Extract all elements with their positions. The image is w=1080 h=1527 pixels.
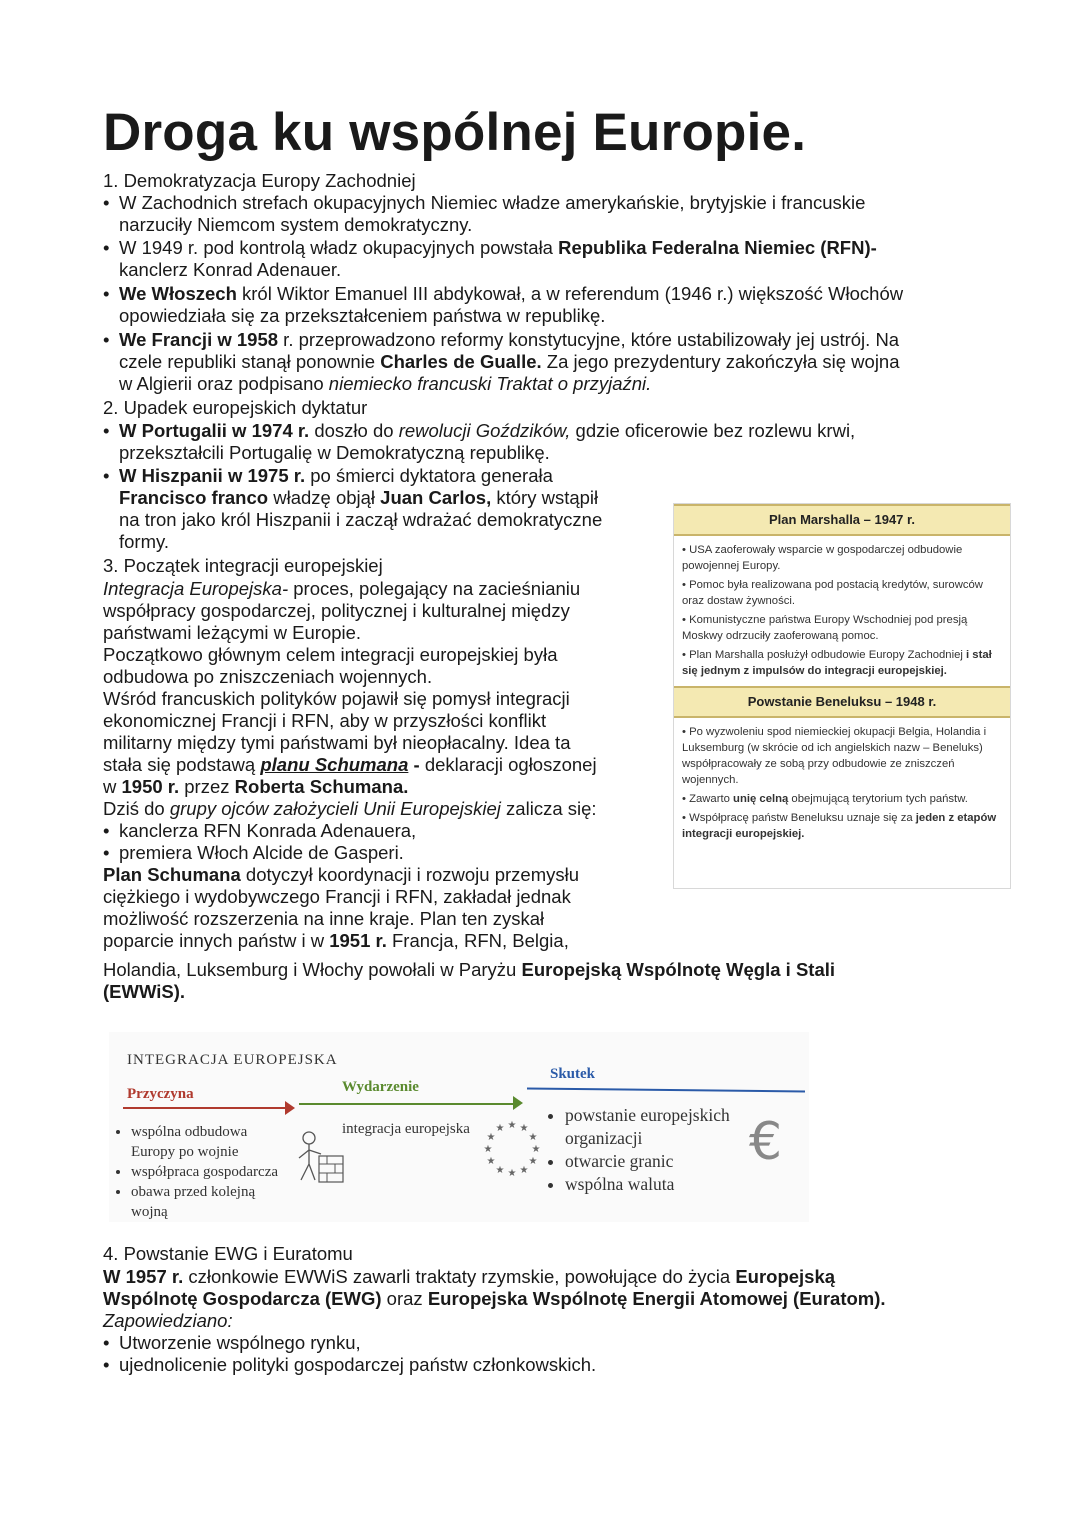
bullet-icon: • bbox=[103, 1354, 110, 1375]
diagram-title: INTEGRACJA EUROPEJSKA bbox=[127, 1052, 338, 1068]
text-line: państwami leżącymi w Europie. bbox=[103, 622, 362, 643]
list-item: • Komunistyczne państwa Europy Wschodniej pod presją Moskwy odrzuciły zaoferowaną pomoc. bbox=[682, 614, 968, 642]
text-line: Francisco franco władzę objął Juan Carlos, który wstąpił bbox=[119, 487, 599, 508]
text-line: W 1957 r. członkowie EWWiS zawarli traktaty rzymskie, powołujące do życia Europejską bbox=[103, 1266, 836, 1287]
text-line: Początkowo głównym celem integracji europejskiej była bbox=[103, 644, 558, 665]
diagram-cause-heading: Przyczyna bbox=[127, 1086, 194, 1102]
integration-diagram bbox=[109, 1032, 809, 1222]
bullet-icon: • bbox=[103, 329, 110, 350]
text-line: militarny między tymi państwami był nieopłacalny. Idea ta bbox=[103, 732, 571, 753]
cause-list bbox=[117, 1122, 287, 1222]
section-1-heading: 1. Demokratyzacja Europy Zachodniej bbox=[103, 170, 416, 191]
svg-text:★: ★ bbox=[528, 1156, 538, 1167]
list-item: • USA zaoferowały wsparcie w gospodarczej odbudowie powojennej Europy. bbox=[682, 544, 963, 572]
list-item: • Po wyzwoleniu spod niemieckiej okupacji Belgia, Holandia i Luksemburg (w skrócie od ich angielskich nazw – Beneluks) współpracowały ze sobą przy odbudowie ze zniszczeń wojennych. bbox=[682, 726, 987, 786]
text-line: w 1950 r. przez Roberta Schumana. bbox=[103, 776, 409, 797]
text-line: możliwość rozszerzenia na inne kraje. Plan ten zyskał bbox=[103, 908, 545, 929]
box-list-benelux bbox=[674, 718, 1010, 849]
list-item: • Plan Marshalla posłużył odbudowie Europy Zachodniej i stał się jednym z impulsów do integracji europejskiej. bbox=[682, 649, 992, 677]
svg-text:★: ★ bbox=[486, 1132, 496, 1143]
box-list-marshall bbox=[674, 536, 1010, 686]
text-line: Dziś do grupy ojców założycieli Unii Europejskiej zalicza się: bbox=[103, 798, 597, 819]
text-line: W 1949 r. pod kontrolą władz okupacyjnych powstała Republika Federalna Niemiec (RFN)- bbox=[119, 237, 877, 258]
text-line: czele republiki stanął ponownie Charles de Gualle. Za jego prezydentury zakończyła się wojna bbox=[119, 351, 900, 372]
page-title: Droga ku wspólnej Europie. bbox=[103, 103, 807, 162]
text-line: Wspólnotę Gospodarcza (EWG) oraz Europejska Wspólnotę Energii Atomowej (Euratom). bbox=[103, 1288, 886, 1309]
section-4-body bbox=[103, 1266, 983, 1376]
event-text: integracja europejska bbox=[342, 1121, 470, 1137]
svg-text:★: ★ bbox=[486, 1156, 496, 1167]
list-item: • wspólna odbudowa Europy po wojnie bbox=[131, 1122, 287, 1162]
list-item: • Współpracę państw Beneluksu uznaje się za jeden z etapów integracji europejskiej. bbox=[682, 812, 997, 840]
diagram-event-heading: Wydarzenie bbox=[342, 1079, 419, 1095]
text-line: Wśród francuskich polityków pojawił się pomysł integracji bbox=[103, 688, 570, 709]
svg-text:★: ★ bbox=[483, 1144, 493, 1155]
text-line: ciężkiego i wydobywczego Francji i RFN, zakładał jednak bbox=[103, 886, 571, 907]
list-item: • Zawarto unię celną obejmującą terytorium tych państw. bbox=[682, 793, 968, 805]
text-line: w Algierii oraz podpisano niemiecko francuski Traktat o przyjaźni. bbox=[119, 373, 652, 394]
text-line: odbudowa po zniszczeniach wojennych. bbox=[103, 666, 433, 687]
bullet-icon: • bbox=[103, 420, 110, 441]
text-line: (EWWiS). bbox=[103, 981, 186, 1002]
text-line: Plan Schumana dotyczył koordynacji i rozwoju przemysłu bbox=[103, 864, 580, 885]
worker-icon bbox=[289, 1128, 345, 1188]
text-line: stała się podstawą planu Schumana - deklaracji ogłoszonej bbox=[103, 754, 597, 775]
text-line: kanclerz Konrad Adenauer. bbox=[119, 259, 342, 280]
list-item: • Pomoc była realizowana pod postacią kredytów, surowców oraz dostaw żywności. bbox=[682, 579, 983, 607]
svg-text:★: ★ bbox=[519, 1165, 529, 1176]
text-line: W Hiszpanii w 1975 r. po śmierci dyktatora generała bbox=[119, 465, 553, 486]
list-item: • wspólna waluta bbox=[565, 1173, 761, 1196]
bullet-icon: • bbox=[103, 842, 110, 863]
text-line: W Zachodnich strefach okupacyjnych Niemiec władze amerykańskie, brytyjskie i francuskie bbox=[119, 192, 866, 213]
cause-arrow-icon bbox=[285, 1101, 295, 1115]
bullet-icon: • bbox=[103, 192, 110, 213]
diagram-effect-heading: Skutek bbox=[550, 1066, 596, 1082]
text-line: Zapowiedziano: bbox=[103, 1310, 233, 1331]
text-line: poparcie innych państw i w 1951 r. Francja, RFN, Belgia, bbox=[103, 930, 569, 951]
effect-list bbox=[551, 1104, 761, 1196]
cause-line bbox=[123, 1107, 291, 1109]
info-box bbox=[673, 503, 1011, 889]
box-heading-marshall: Plan Marshalla – 1947 r. bbox=[674, 504, 1010, 536]
bullet-icon: • bbox=[103, 465, 110, 486]
section-2-heading: 2. Upadek europejskich dyktatur bbox=[103, 397, 368, 418]
event-arrow-icon bbox=[513, 1096, 523, 1110]
list-item: • Utworzenie wspólnego rynku, bbox=[103, 1332, 361, 1353]
list-item: • obawa przed kolejną wojną bbox=[131, 1182, 287, 1222]
section-3-heading: 3. Początek integracji europejskiej bbox=[103, 555, 383, 576]
text-line: W Portugalii w 1974 r. doszło do rewolucji Goździków, gdzie oficerowie bez rozlewu krwi, bbox=[119, 420, 856, 441]
eu-stars-icon bbox=[481, 1118, 543, 1180]
bullet-icon: • bbox=[103, 1332, 110, 1353]
text-line: ekonomicznej Francji i RFN, aby w przyszłości konflikt bbox=[103, 710, 547, 731]
svg-text:★: ★ bbox=[519, 1123, 529, 1134]
event-line bbox=[299, 1103, 515, 1105]
euro-icon: € bbox=[749, 1112, 783, 1172]
text-line: We Francji w 1958 r. przeprowadzono reformy konstytucyjne, które ustabilizowały jej ustrój. Na bbox=[119, 329, 900, 350]
text-line: We Włoszech król Wiktor Emanuel III abdykował, a w referendum (1946 r.) większość Włochów bbox=[119, 283, 904, 304]
svg-text:★: ★ bbox=[528, 1132, 538, 1143]
list-item: • premiera Włoch Alcide de Gasperi. bbox=[103, 842, 404, 863]
svg-text:★: ★ bbox=[495, 1165, 505, 1176]
text-line: narzuciły Niemcom system demokratyczny. bbox=[119, 214, 473, 235]
text-line: przekształcili Portugalię w Demokratyczną republikę. bbox=[119, 442, 550, 463]
list-item: • współpraca gospodarcza bbox=[131, 1162, 287, 1182]
list-item: • ujednolicenie polityki gospodarczej państw członkowskich. bbox=[103, 1354, 597, 1375]
list-item: • kanclerza RFN Konrada Adenauera, bbox=[103, 820, 417, 841]
text-line: na tron jako król Hiszpanii i zaczął wdrażać demokratyczne bbox=[119, 509, 603, 530]
text-line: Integracja Europejska- proces, polegający na zacieśnianiu bbox=[103, 578, 581, 599]
bullet-icon: • bbox=[103, 820, 110, 841]
effect-line bbox=[527, 1088, 805, 1093]
svg-text:★: ★ bbox=[495, 1123, 505, 1134]
section-3-body-end bbox=[103, 959, 983, 1003]
svg-text:★: ★ bbox=[507, 1120, 517, 1131]
list-item: • otwarcie granic bbox=[565, 1150, 761, 1173]
section-4-heading: 4. Powstanie EWG i Euratomu bbox=[103, 1243, 353, 1264]
svg-text:★: ★ bbox=[507, 1168, 517, 1179]
box-heading-benelux: Powstanie Beneluksu – 1948 r. bbox=[674, 686, 1010, 718]
bullet-icon: • bbox=[103, 237, 110, 258]
list-item: • powstanie europejskich organizacji bbox=[565, 1104, 761, 1150]
text-line: Holandia, Luksemburg i Włochy powołali w Paryżu Europejską Wspólnotę Węgla i Stali bbox=[103, 959, 836, 980]
section-3-body bbox=[103, 578, 663, 952]
text-line: formy. bbox=[119, 531, 170, 552]
text-line: opowiedziała się za przekształceniem państwa w republikę. bbox=[119, 305, 606, 326]
bullet-icon: • bbox=[103, 283, 110, 304]
text-line: współpracy gospodarczej, politycznej i kulturalnej między bbox=[103, 600, 570, 621]
svg-text:★: ★ bbox=[531, 1144, 541, 1155]
